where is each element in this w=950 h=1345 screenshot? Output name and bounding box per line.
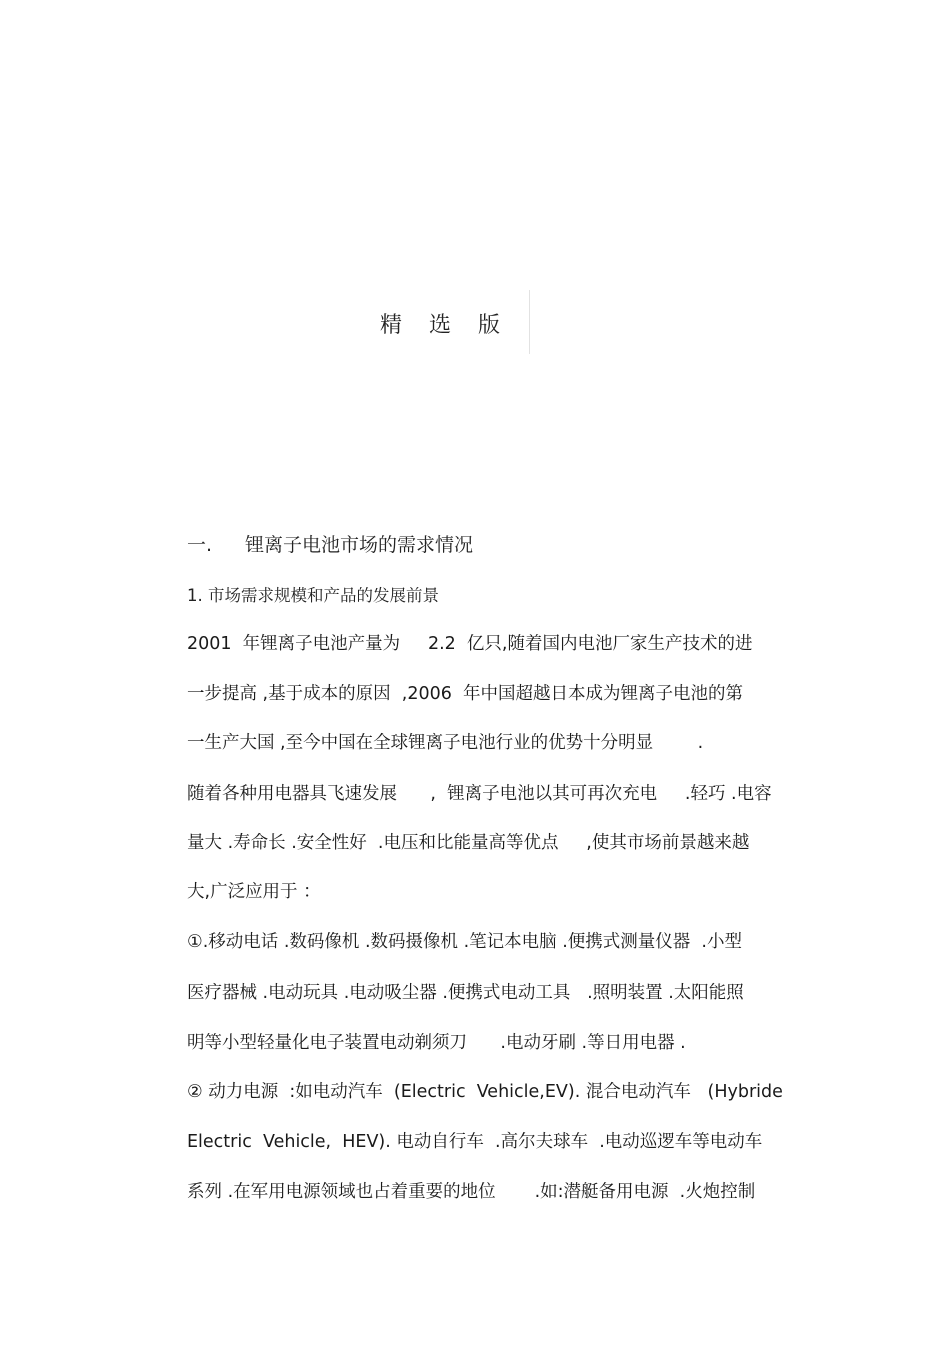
body-line: 量大 .寿命长 .安全性好 .电压和比能量高等优点 ,使其市场前景越来越 <box>187 833 750 853</box>
body-line: 一生产大国 ,至今中国在全球锂离子电池行业的优势十分明显 . <box>187 733 704 753</box>
subsection-heading: 1. 市场需求规模和产品的发展前景 <box>187 586 439 605</box>
body-line: 大,广泛应用于 ： <box>187 882 321 902</box>
page-header-title: 精 选 版 <box>380 313 510 338</box>
section-title: 锂离子电池市场的需求情况 <box>245 534 474 556</box>
body-line: 一步提高 ,基于成本的原因 ,2006 年中国超越日本成为锂离子电池的第 <box>187 684 743 704</box>
body-line: 随着各种用电器具飞速发展 , 锂离子电池以其可再次充电 .轻巧 .电容 <box>187 784 772 804</box>
body-line: 医疗器械 .电动玩具 .电动吸尘器 .便携式电动工具 .照明装置 .太阳能照 <box>187 983 744 1003</box>
body-line: Electric Vehicle, HEV). 电动自行车 .高尔夫球车 .电动巡逻车等电动车 <box>187 1132 763 1152</box>
section-heading <box>187 530 473 557</box>
section-number: 一. <box>187 534 213 556</box>
body-line: 2001 年锂离子电池产量为 2.2 亿只,随着国内电池厂家生产技术的进 <box>187 634 753 654</box>
body-line: 系列 .在军用电源领域也占着重要的地位 .如:潜艇备用电源 .火炮控制 <box>187 1182 756 1202</box>
body-line: ①.移动电话 .数码像机 .数码摄像机 .笔记本电脑 .便携式测量仪器 .小型 <box>187 932 742 952</box>
header-divider <box>529 290 530 354</box>
body-line: 明等小型轻量化电子装置电动剃须刀 .电动牙刷 .等日用电器 . <box>187 1033 686 1053</box>
body-line: ② 动力电源 :如电动汽车 (Electric Vehicle,EV). 混合电动汽车 (Hybride <box>187 1082 783 1102</box>
